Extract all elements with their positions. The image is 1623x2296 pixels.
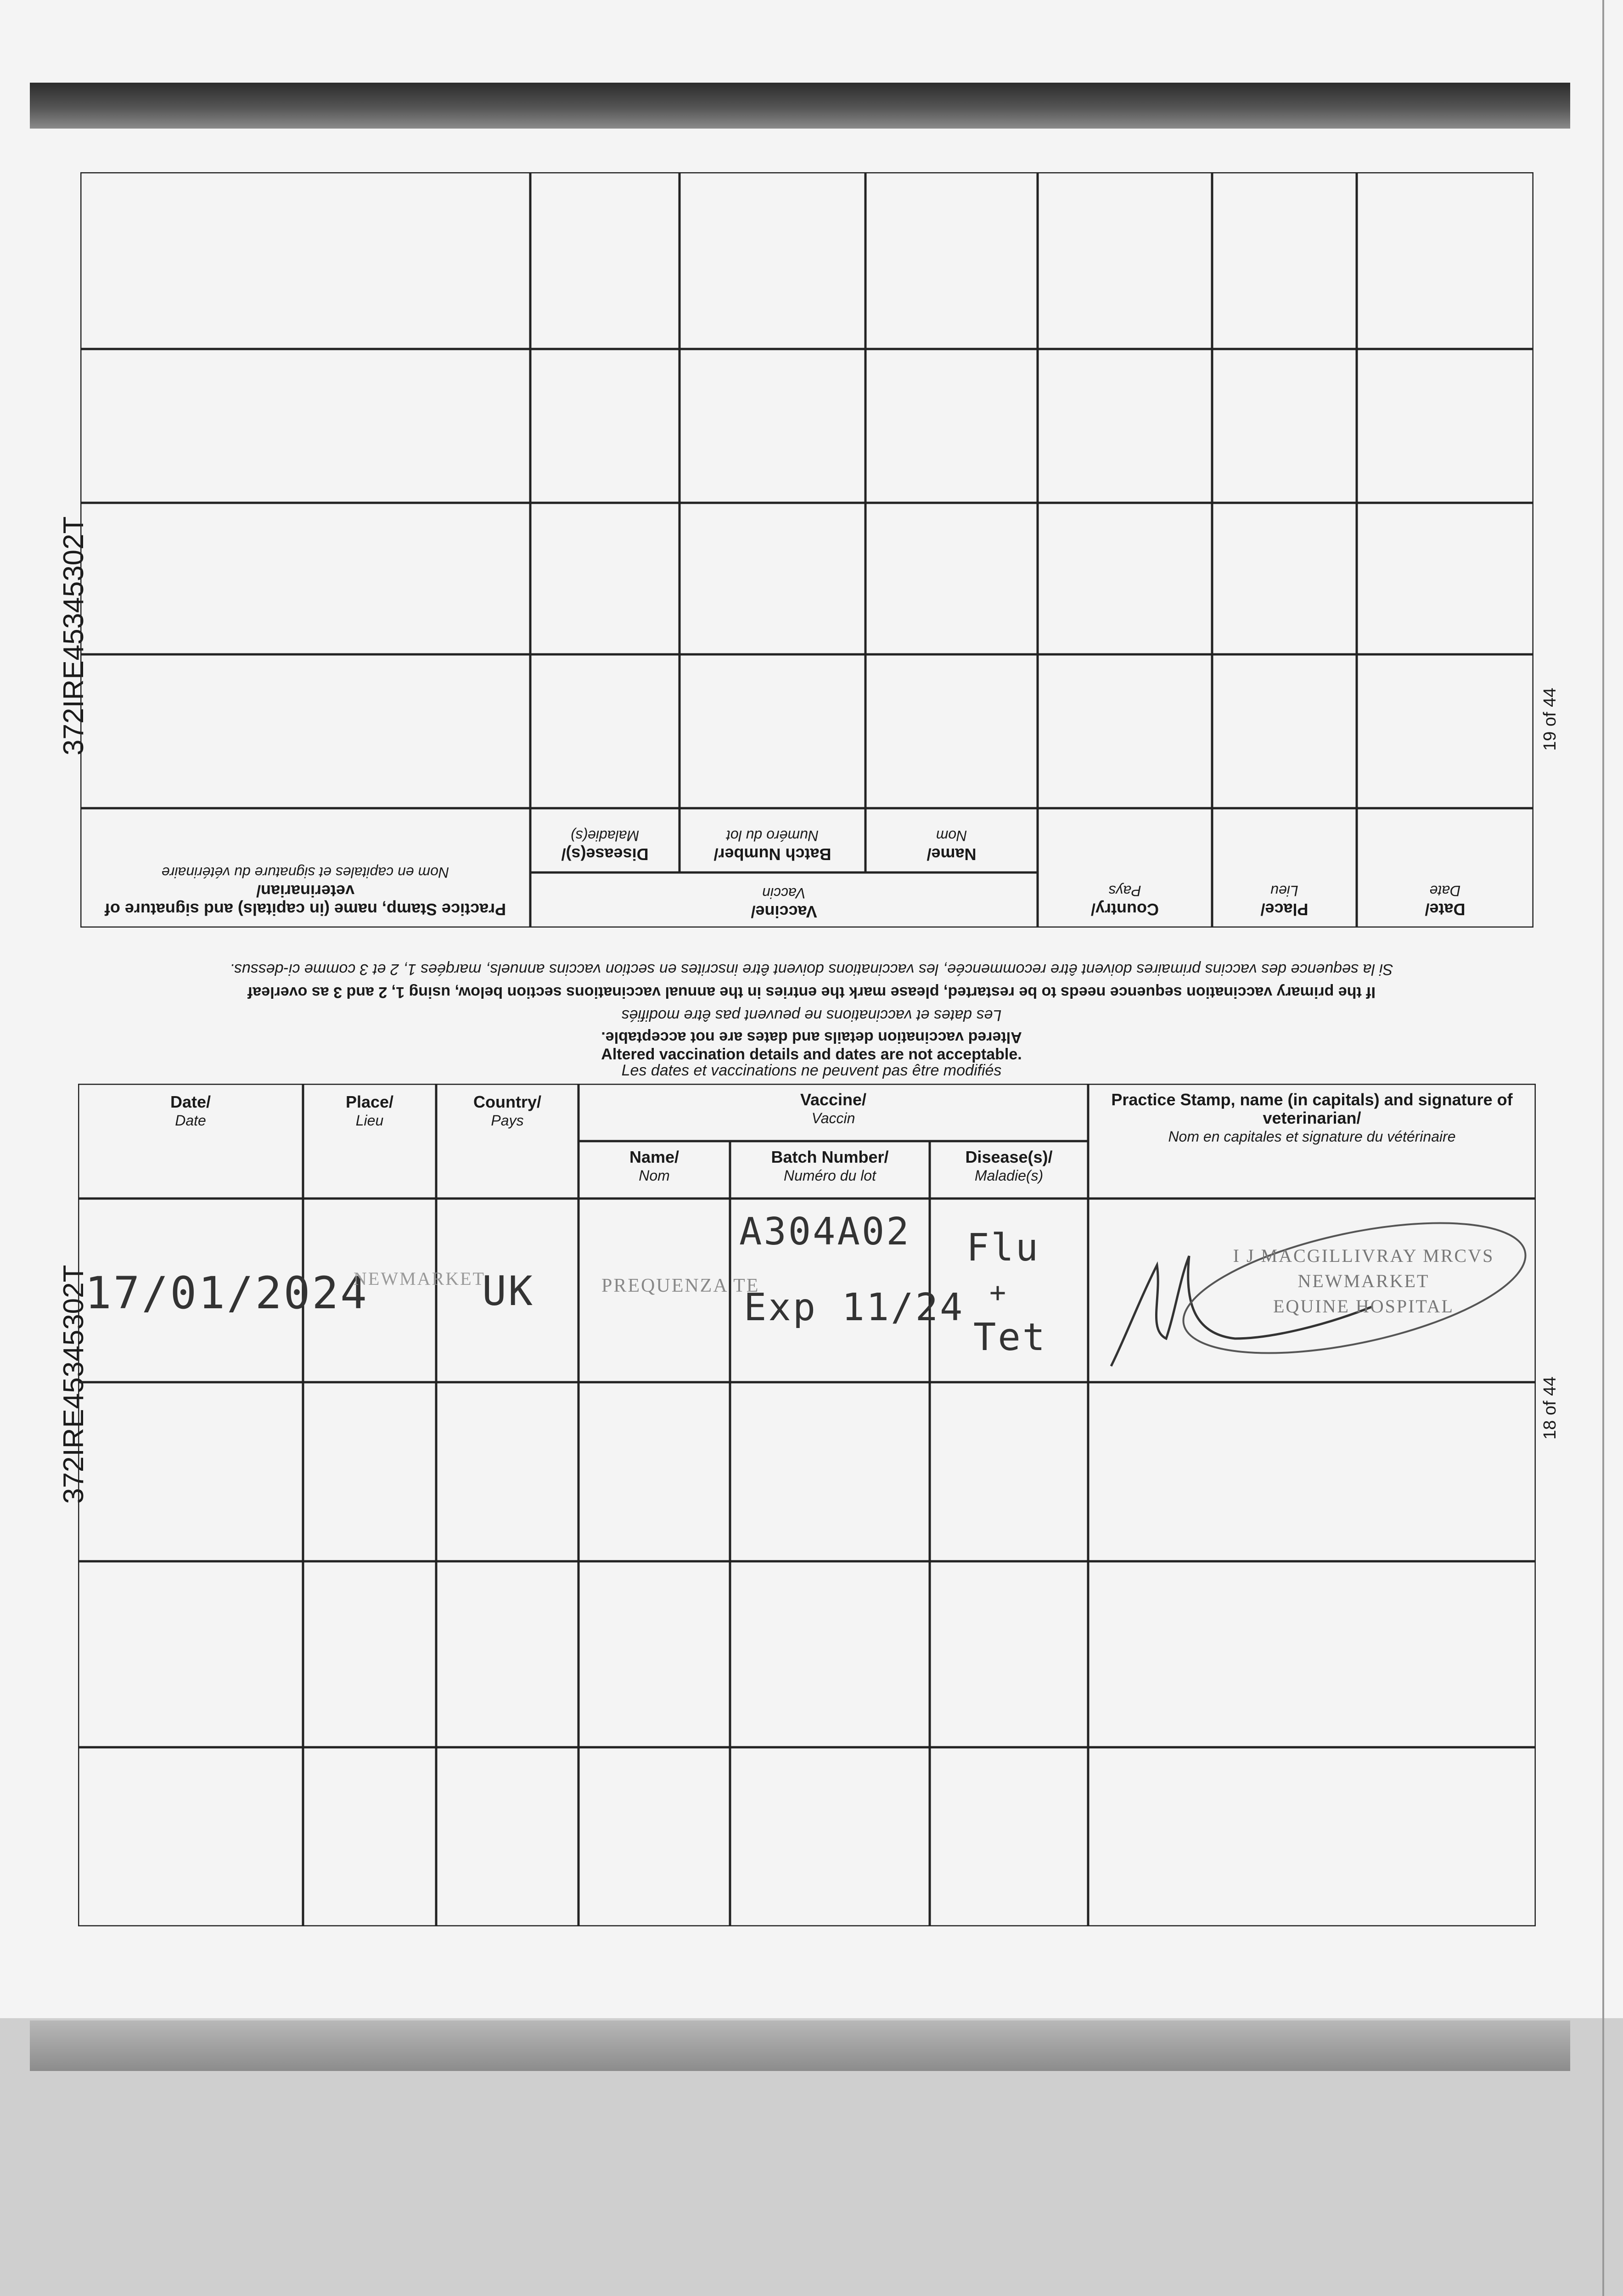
table-grid-upper bbox=[80, 172, 1533, 928]
practice-stamp bbox=[1097, 1201, 1533, 1380]
document-id-upper: 372IRE45345302T bbox=[58, 516, 90, 755]
col-stamp-header: Practice Stamp, name (in capitals) and signature of veterinarian/ Nom en capitales et signature du vétérinaire bbox=[1111, 1090, 1513, 1145]
col-country-header: Country/ Pays bbox=[473, 1092, 541, 1129]
entry-place: NEWMARKET bbox=[354, 1268, 485, 1289]
col-disease-header: Disease(s)/ Maladie(s) bbox=[965, 1148, 1053, 1184]
stamp-line-3: EQUINE HOSPITAL bbox=[1273, 1296, 1454, 1317]
restart-notice-fr: Si la sequence des vaccins primaires doivent être recommencée, les vaccinations doivent être inscrites en section vaccins annuels, marqées 1, 2 et 3 comme ci-dessus. bbox=[230, 961, 1393, 978]
page-number-upper: 19 of 44 bbox=[1540, 687, 1560, 751]
entry-country: UK bbox=[482, 1267, 534, 1315]
col-batch-header: Batch Number/ Numéro du lot bbox=[713, 827, 831, 864]
scan-shadow-top bbox=[30, 83, 1570, 129]
scan-edge-line bbox=[1602, 0, 1604, 2296]
page-number-lower: 18 of 44 bbox=[1540, 1376, 1560, 1440]
col-date-header: Date/ Date bbox=[170, 1092, 211, 1129]
col-name-header: Name/ Nom bbox=[629, 1148, 680, 1184]
entry-date: 17/01/2024 bbox=[85, 1267, 369, 1319]
col-batch-header: Batch Number/ Numéro du lot bbox=[771, 1148, 889, 1184]
altered-notice-fr: Les dates et vaccinations ne peuvent pas être modifiés bbox=[621, 1062, 1002, 1079]
col-vaccine-header: Vaccine/ Vaccin bbox=[751, 885, 817, 921]
col-name-header: Name/ Nom bbox=[927, 827, 977, 864]
col-place-header: Place/ Lieu bbox=[345, 1092, 394, 1129]
vaccination-table-lower bbox=[78, 1084, 1536, 1926]
stamp-line-1: I J MACGILLIVRAY MRCVS bbox=[1233, 1245, 1494, 1266]
restart-notice-en: If the primary vaccination sequence needs to be restarted, please mark the entries in the annual vaccinations section below, using 1, 2 and 3 as overleaf bbox=[247, 984, 1376, 1001]
col-disease-header: Disease(s)/ Maladie(s) bbox=[561, 827, 649, 864]
entry-disease-plus: + bbox=[989, 1277, 1008, 1309]
stamp-line-2: NEWMARKET bbox=[1297, 1271, 1430, 1291]
altered-notice-en: Altered vaccination details and dates are not acceptable. bbox=[601, 1046, 1022, 1063]
scan-shadow-bottom bbox=[30, 2020, 1570, 2071]
col-date-header: Date/ Date bbox=[1425, 883, 1466, 919]
altered-notice-en-inverted: Altered vaccination details and dates are not acceptable. bbox=[601, 1029, 1022, 1046]
altered-notice-fr-inverted: Les dates et vaccinations ne peuvent pas être modifiés bbox=[621, 1007, 1002, 1024]
col-place-header: Place/ Lieu bbox=[1260, 883, 1309, 919]
entry-disease-flu: Flu bbox=[966, 1226, 1040, 1270]
entry-disease-tet: Tet bbox=[973, 1316, 1047, 1359]
document-id-lower: 372IRE45345302T bbox=[58, 1265, 90, 1504]
entry-batch-expiry: Exp 11/24 bbox=[744, 1286, 965, 1329]
col-vaccine-header: Vaccine/ Vaccin bbox=[800, 1090, 867, 1126]
entry-batch-number: A304A02 bbox=[739, 1210, 911, 1254]
col-stamp-header: Practice Stamp, name (in capitals) and signature of veterinarian/ Nom en capitales et signature du vétérinaire bbox=[104, 864, 506, 919]
entry-vaccine-name: PREQUENZA TE bbox=[601, 1275, 760, 1296]
col-country-header: Country/ Pays bbox=[1091, 883, 1159, 919]
vaccination-table-upper bbox=[80, 172, 1533, 928]
